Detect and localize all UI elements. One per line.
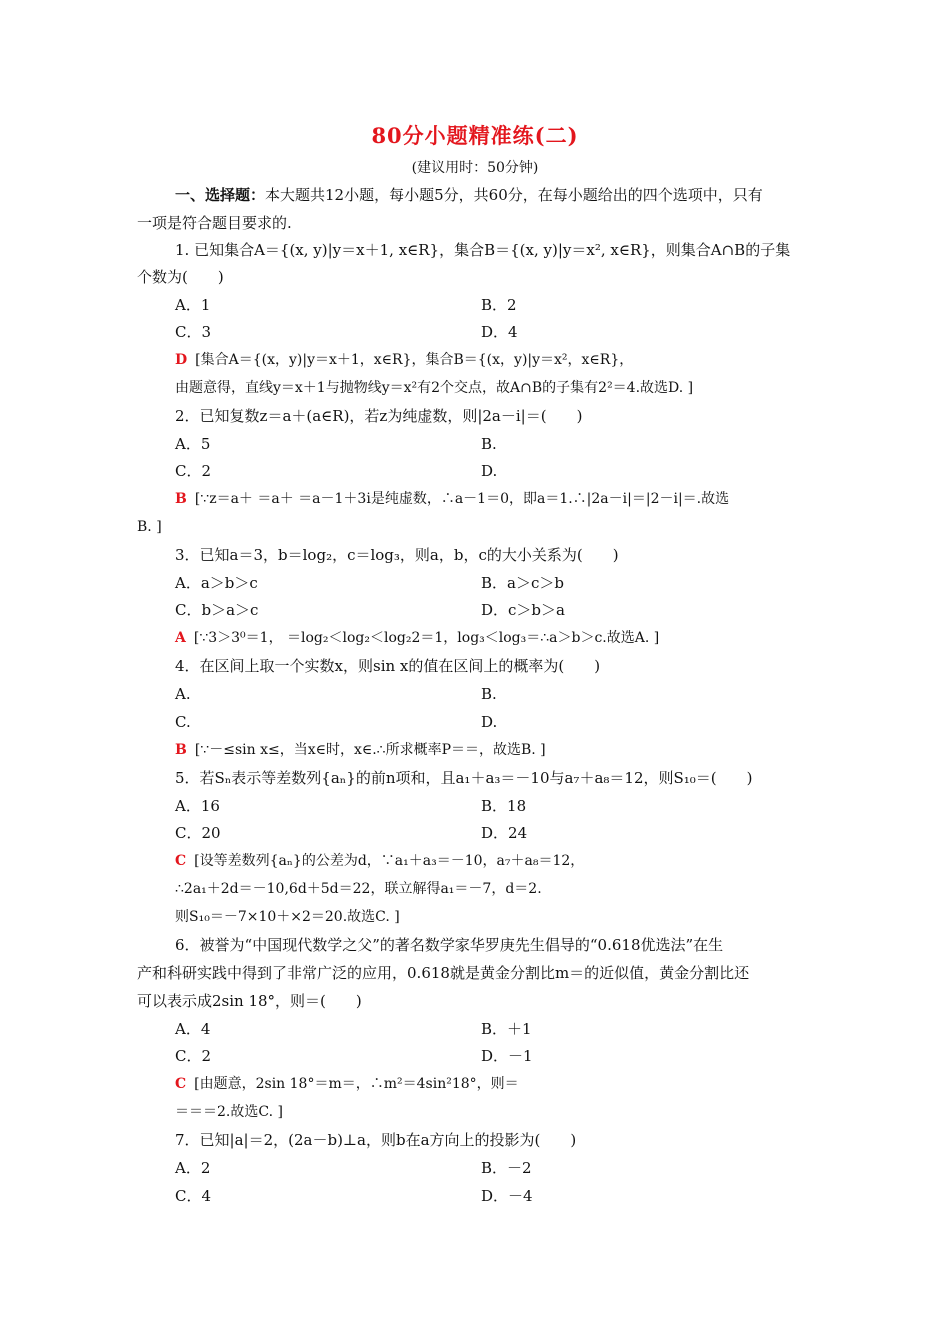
q2-answer-text-1: [∵z＝a＋ ＝a＋ ＝a－1＋3i是纯虚数，∴a－1＝0，即a＝1.∴|2a－i|＝|2－i|＝.故选 <box>194 491 730 507</box>
intro-text-1: 本大题共12小题，每小题5分，共60分，在每小题给出的四个选项中，只有 <box>265 186 763 204</box>
q5-answer-text-1: [设等差数列{aₙ}的公差为d，∵a₁＋a₃＝－10，a₇＋a₈＝12， <box>194 853 585 869</box>
intro-text-2: 一项是符合题目要求的. <box>137 214 292 232</box>
q2-option-b: B. <box>481 435 497 453</box>
q6-answer-text-1: [由题意，2sin 18°＝m＝，∴m²＝4sin²18°，则＝ <box>194 1076 519 1092</box>
q7-option-d: D．－4 <box>481 1187 533 1205</box>
q6-answer-2: ＝＝＝2.故选C. ] <box>175 1104 283 1120</box>
q4-option-b: B. <box>481 685 497 703</box>
q3-option-d: D．c＞b＞a <box>481 601 565 619</box>
q6-stem-3: 可以表示成2sin 18°，则＝( ) <box>137 992 362 1010</box>
q5-answer-letter: C <box>175 853 187 869</box>
q6-answer-1 <box>175 1074 855 1094</box>
q3-answer-1 <box>175 628 855 648</box>
q6-option-a: A．4 <box>175 1020 211 1038</box>
q5-option-c: C．20 <box>175 824 221 842</box>
q4-option-a: A. <box>175 685 191 703</box>
q3-answer-letter: A <box>175 630 186 646</box>
q1-option-d: D．4 <box>481 323 518 341</box>
section-heading: 一、选择题： <box>175 186 266 204</box>
q1-option-a: A．1 <box>175 296 211 314</box>
q5-option-a: A．16 <box>175 797 220 815</box>
q6-stem-1: 6．被誉为“中国现代数学之父”的著名数学家华罗庚先生倡导的“0.618优选法”在生 <box>175 936 724 954</box>
section-intro <box>175 185 820 205</box>
q5-answer-1 <box>175 851 855 871</box>
q4-option-c: C. <box>175 713 191 731</box>
q4-answer-letter: B <box>175 742 187 758</box>
q2-answer-2: B. ] <box>137 519 162 535</box>
q1-option-b: B．2 <box>481 296 517 314</box>
q3-option-b: B．a＞c＞b <box>481 574 564 592</box>
q7-option-c: C．4 <box>175 1187 212 1205</box>
q2-answer-1 <box>175 489 820 509</box>
q5-option-b: B．18 <box>481 797 527 815</box>
q6-stem-2: 产和科研实践中得到了非常广泛的应用，0.618就是黄金分割比m＝的近似值，黄金分割比还 <box>137 964 750 982</box>
q1-answer-2: 由题意得，直线y＝x＋1与抛物线y＝x²有2个交点，故A∩B的子集有2²＝4.故选D. ] <box>175 380 694 396</box>
q6-answer-letter: C <box>175 1076 187 1092</box>
q7-option-a: A．2 <box>175 1159 211 1177</box>
q1-answer-text-1: [集合A＝{(x，y)|y＝x＋1，x∈R}，集合B＝{(x，y)|y＝x²，x∈R}， <box>195 352 634 368</box>
q4-stem: 4．在区间上取一个实数x，则sin x的值在区间上的概率为( ) <box>175 657 601 675</box>
q7-stem: 7．已知|a|＝2，(2a－b)⊥a，则b在a方向上的投影为( ) <box>175 1131 577 1149</box>
q3-option-c: C．b＞a＞c <box>175 601 259 619</box>
q6-option-d: D．－1 <box>481 1047 533 1065</box>
q4-answer-1 <box>175 740 855 760</box>
q6-option-b: B．＋1 <box>481 1020 532 1038</box>
q1-stem-1: 1. 已知集合A＝{(x, y)|y＝x＋1, x∈R}，集合B＝{(x, y)|y＝x², x∈R}，则集合A∩B的子集 <box>175 241 791 259</box>
q1-option-c: C．3 <box>175 323 212 341</box>
q1-stem-2: 个数为( ) <box>137 268 224 286</box>
q2-option-c: C．2 <box>175 462 212 480</box>
q5-answer-2: ∴2a₁＋2d＝－10,6d＋5d＝22，联立解得a₁＝－7，d＝2. <box>175 881 542 897</box>
q2-option-a: A．5 <box>175 435 211 453</box>
q3-answer-text-1: [∵3＞3⁰＝1， ＝log₂＜log₂＜log₂2＝1，log₃＜log₃＝∴a＞b＞c.故选A. ] <box>193 630 660 646</box>
q3-stem: 3．已知a＝3，b＝log₂，c＝log₃，则a，b，c的大小关系为( ) <box>175 546 619 564</box>
q2-answer-letter: B <box>175 491 187 507</box>
q5-stem: 5．若Sₙ表示等差数列{aₙ}的前n项和，且a₁＋a₃＝－10与a₇＋a₈＝12，则S₁₀＝( ) <box>175 769 753 787</box>
q1-answer-letter: D <box>175 352 188 368</box>
q1-answer-1 <box>175 350 855 370</box>
q4-answer-text-1: [∵－≤sin x≤，当x∈时，x∈.∴所求概率P＝＝，故选B. ] <box>194 742 546 758</box>
page-subtitle: (建议用时：50分钟) <box>411 160 539 176</box>
q2-stem: 2．已知复数z＝a＋(a∈R)，若z为纯虚数，则|2a－i|＝( ) <box>175 407 583 425</box>
q5-option-d: D．24 <box>481 824 528 842</box>
q6-option-c: C．2 <box>175 1047 212 1065</box>
q2-option-d: D. <box>481 462 498 480</box>
q7-option-b: B．－2 <box>481 1159 532 1177</box>
page-title: 80分小题精准练(二) <box>371 123 579 148</box>
q5-answer-3: 则S₁₀＝－7×10＋×2＝20.故选C. ] <box>175 909 400 925</box>
q4-option-d: D. <box>481 713 498 731</box>
q3-option-a: A．a＞b＞c <box>175 574 258 592</box>
